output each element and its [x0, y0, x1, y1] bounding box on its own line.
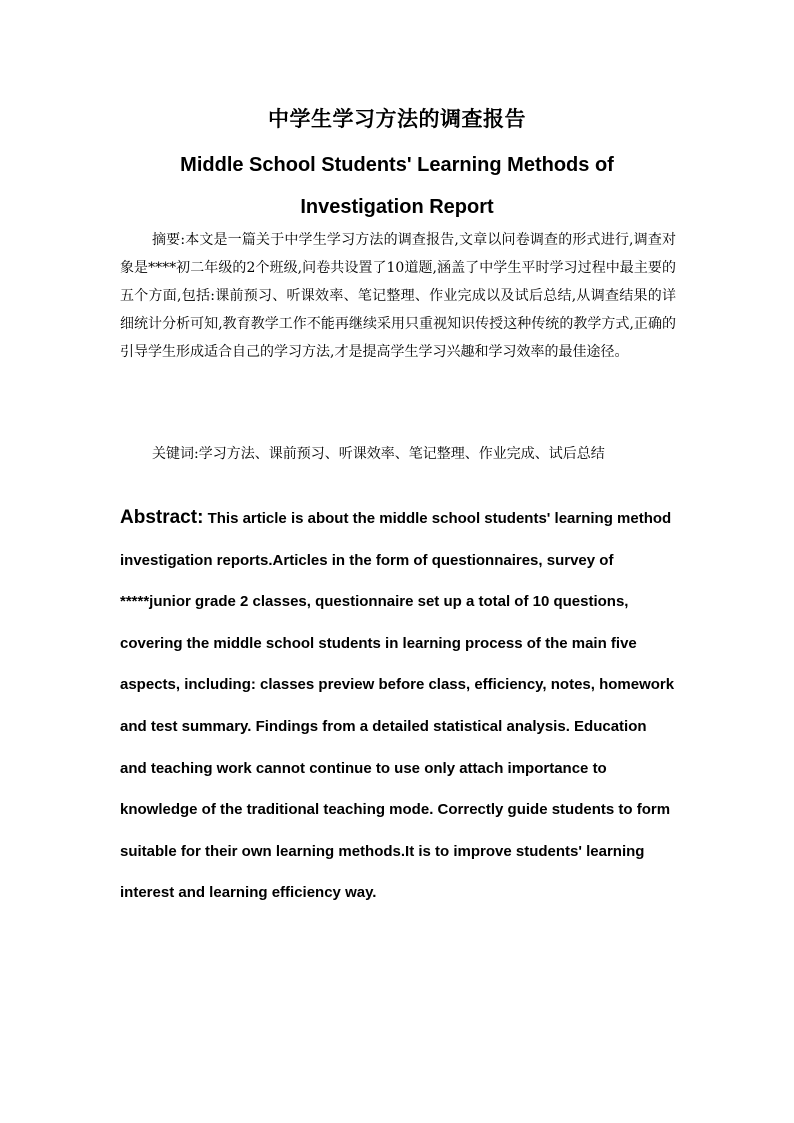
abstract-english-label: Abstract:: [120, 507, 204, 528]
abstract-english-body: This article is about the middle school students' learning method investigation reports.Articles in the form of questionnaires, survey of *****junior grade 2 classes, questionnaire set up a total of 10 questions, covering the middle school students in learning process of the main five aspects, including: classes preview before class, efficiency, notes, homework and test summary. Findings from a detailed statistical analysis. Education and teaching work cannot continue to use only attach importance to knowledge of the traditional teaching mode. Correctly guide students to form suitable for their own learning methods.It is to improve students' learning interest and learning efficiency way.: [120, 510, 675, 902]
page-title-chinese: 中学生学习方法的调查报告: [268, 107, 526, 131]
page-title-english: Middle School Students' Learning Methods of Investigation Report: [180, 154, 614, 218]
keywords-chinese: 关键词:学习方法、课前预习、听课效率、笔记整理、作业完成、试后总结: [152, 446, 605, 462]
abstract-chinese: 摘要:本文是一篇关于中学生学习方法的调查报告,文章以问卷调查的形式进行,调查对象是****初二年级的2个班级,问卷共设置了10道题,涵盖了中学生平时学习过程中最主要的五个方面,包括:课前预习、听课效率、笔记整理、作业完成以及试后总结,从调查结果的详细统计分析可知,教育教学工作不能再继续采用只重视知识传授这种传统的教学方式,正确的引导学生形成适合自己的学习方法,才是提高学生学习兴趣和学习效率的最佳途径。: [120, 232, 676, 360]
abstract-english: [120, 497, 676, 914]
